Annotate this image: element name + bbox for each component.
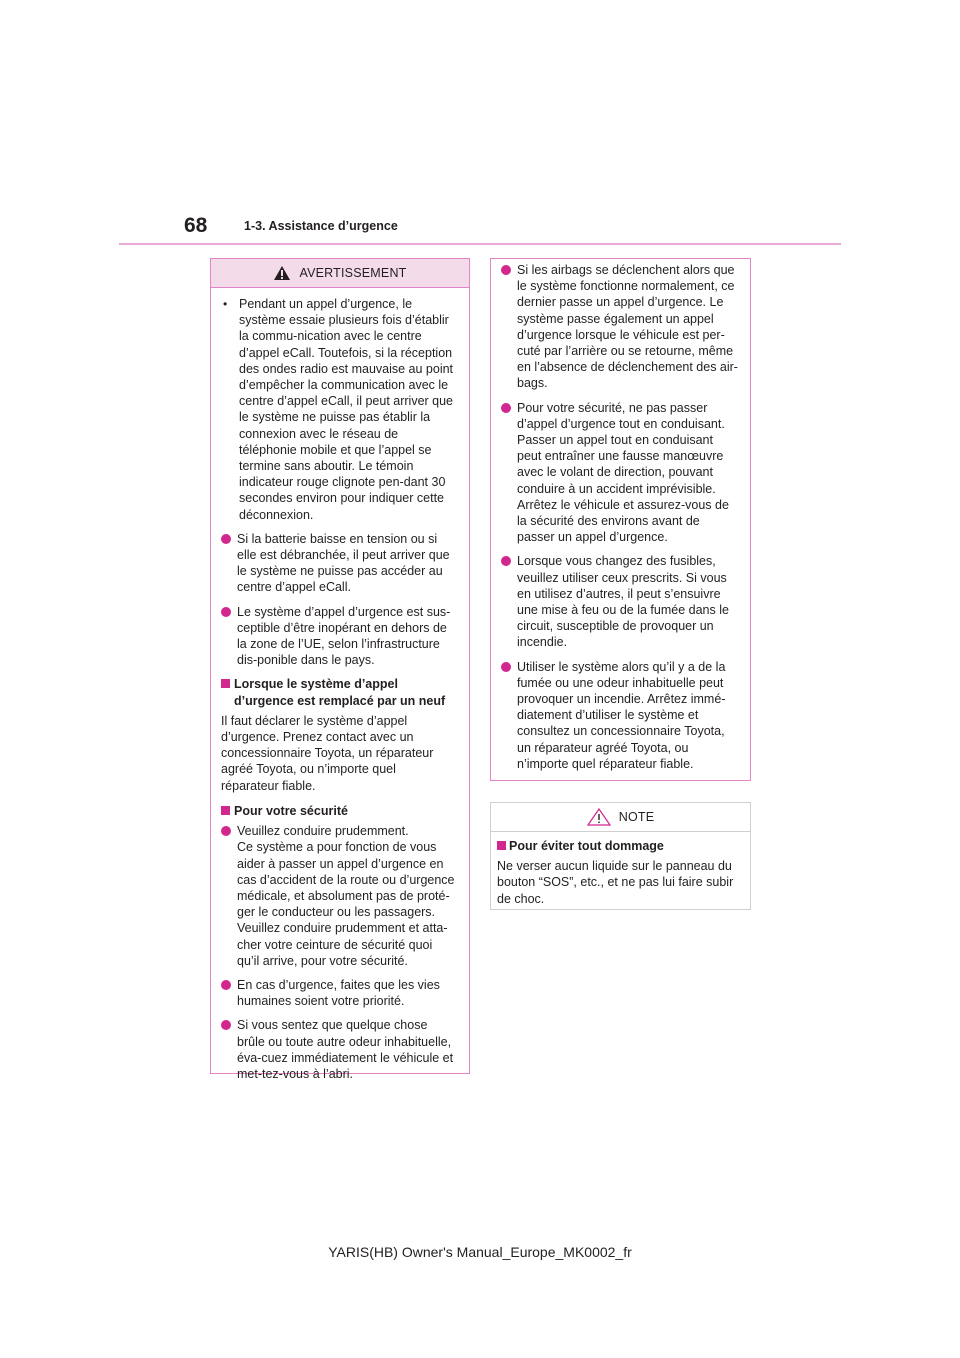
- paragraph: Ne verser aucun liquide sur le panneau du bouton “SOS”, etc., et ne pas lui faire subir de choc.: [497, 859, 734, 906]
- dot-icon: [501, 403, 511, 413]
- list-item-text: Si les airbags se déclenchent alors que le système fonctionne normalement, ce dernier passe un appel d’urgence. Le système passe également un appel d’urgence lorsque le véhicule est per-cuté par l’arrière ou se retourne, même en l’absence de déclenchement des air-bags.: [517, 263, 738, 391]
- list-item-text: Si vous sentez que quelque chose brûle ou toute autre odeur inhabituelle, éva-cuez immédiatement le véhicule et met-tez-vous à l’abri.: [237, 1018, 454, 1081]
- list-item: [221, 823, 457, 969]
- list-item-text: En cas d’urgence, faites que les vies humaines soient votre priorité.: [237, 977, 440, 1009]
- warning-box: [210, 258, 470, 1081]
- square-icon: [221, 806, 230, 815]
- dot-icon: [221, 1020, 231, 1030]
- list-item: [501, 553, 738, 650]
- square-icon: [497, 841, 506, 850]
- subheading: [497, 838, 742, 854]
- footer-text: YARIS(HB) Owner's Manual_Europe_MK0002_fr: [328, 1244, 632, 1260]
- list-item: [221, 1017, 457, 1082]
- note-box: [490, 802, 751, 910]
- list-item: [501, 400, 738, 546]
- warning-box-body: [211, 288, 469, 1098]
- subheading: [221, 803, 457, 819]
- warning-box-title: AVERTISSEMENT: [299, 266, 407, 280]
- warning-box-header: [211, 259, 469, 288]
- note-box-header: [491, 803, 750, 832]
- section-title: 1-3. Assistance d’urgence: [244, 219, 398, 233]
- subheading: [221, 676, 457, 708]
- subheading-text: Lorsque le système d’appel d’urgence est remplacé par un neuf: [234, 677, 446, 708]
- warning-triangle-icon: [273, 265, 291, 281]
- list-item-text: Veuillez conduire prudemment. Ce système a pour fonction de vous aider à passer un appel d’urgence en cas d’accident de la route ou d’urgence médicale, et absolument pas de proté-ger le conducteur ou les passagers. Veuillez conduire prudemment et atta-cher votre ceinture de sécurité quoi qu’il arrive, pour votre sécurité.: [237, 824, 455, 968]
- list-item: [221, 531, 457, 596]
- subheading-text: Pour votre sécurité: [234, 803, 348, 818]
- dot-icon: [221, 980, 231, 990]
- square-icon: [221, 679, 230, 688]
- warning-box-continued: [490, 258, 751, 781]
- dot-icon: [221, 607, 231, 617]
- list-item-text: Si la batterie baisse en tension ou si elle est débranchée, il peut arriver que le système ne puisse pas accéder au centre d’appel eCall.: [237, 531, 450, 595]
- note-box-body: [491, 832, 750, 913]
- list-item-text: Utiliser le système alors qu’il y a de la fumée ou une odeur inhabituelle peut provoquer un incendie. Arrêtez immé-diatement d’utiliser le système et consultez un concessionnaire Toyota, un réparateur agréé Toyota, ou n’importe quel réparateur fiable.: [517, 659, 726, 771]
- note-box-title: NOTE: [618, 810, 655, 824]
- dot-icon: [501, 662, 511, 672]
- dot-icon: [501, 556, 511, 566]
- dot-icon: [501, 265, 511, 275]
- list-item-text: Lorsque vous changez des fusibles, veuillez utiliser ceux prescrits. Si vous en utilisez d’autres, il peut s’ensuivre une mise à feu ou de la fumée dans le circuit, susceptible de provoquer un incendie.: [517, 554, 729, 650]
- list-item-text: Pendant un appel d’urgence, le système essaie plusieurs fois d’établir la commu-nication avec le centre d’appel eCall. Toutefois, si la réception des ondes radio est mauvaise au point d’empêcher la communication avec le centre d’appel eCall, il peut arriver que le système ne puisse pas établir la connexion avec le réseau de téléphonie mobile et que l’appel se termine sans aboutir. Le témoin indicateur rouge clignote pen-dant 30 secondes environ pour indiquer cette déconnexion.: [239, 297, 454, 522]
- list-item-text: Le système d’appel d’urgence est sus-ceptible d’être inopérant en dehors de la zone de l’UE, selon l’infrastructure dis-ponible dans le pays.: [237, 604, 451, 668]
- paragraph: Il faut déclarer le système d’appel d’urgence. Prenez contact avec un concessionnaire Toyota, un réparateur agréé Toyota, ou n’importe quel réparateur fiable.: [221, 713, 434, 793]
- caution-triangle-icon: [587, 808, 611, 826]
- dot-icon: [221, 534, 231, 544]
- warning-box-continued-body: [491, 259, 750, 788]
- list-item: [221, 604, 457, 669]
- list-item: [501, 262, 738, 392]
- bullet-icon: •: [223, 297, 228, 311]
- list-item: [501, 659, 738, 772]
- list-item: [221, 977, 457, 1009]
- dot-icon: [221, 826, 231, 836]
- page-number: 68: [184, 214, 208, 237]
- list-item: [221, 296, 457, 523]
- list-item-text: Pour votre sécurité, ne pas passer d’appel d’urgence tout en conduisant. Passer un appel tout en conduisant peut entraîner une fausse manœuvre avec le volant de direction, pouvant conduire à un accident imprévisible. Arrêtez le véhicule et assurez-vous de la sécurité des environs avant de passer un appel d’urgence.: [517, 400, 729, 545]
- header-rule: [119, 243, 841, 245]
- subheading-text: Pour éviter tout dommage: [509, 839, 664, 853]
